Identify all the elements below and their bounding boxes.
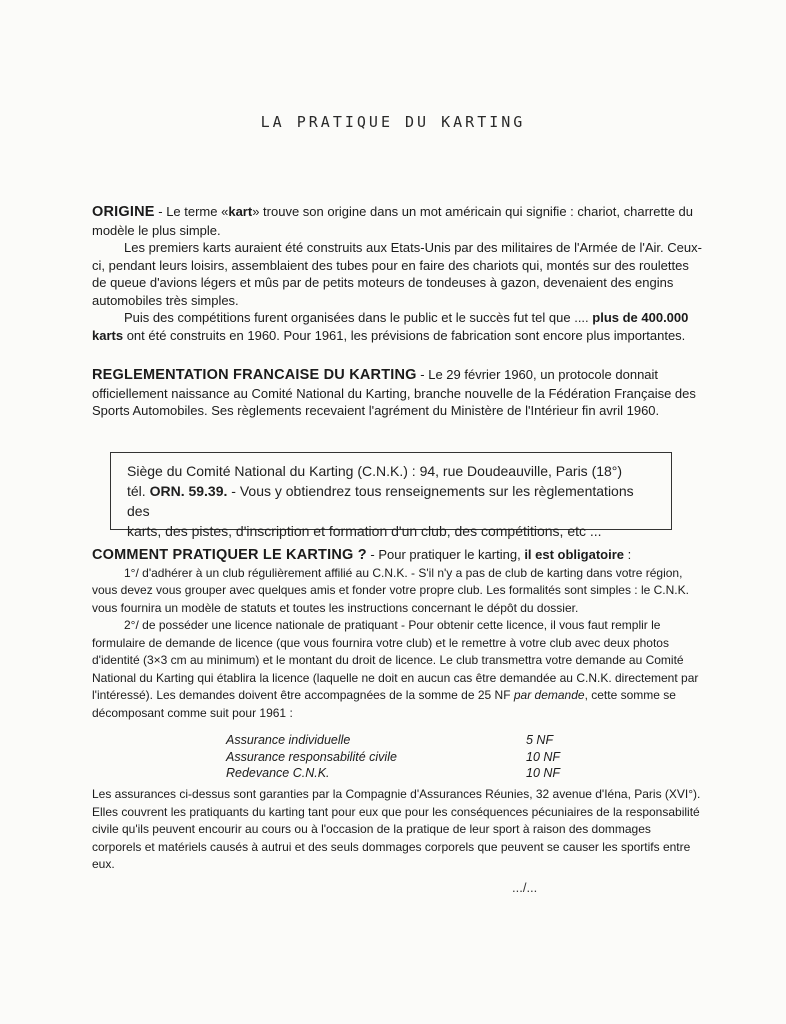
box-phone-prefix: tél. xyxy=(127,483,150,499)
fee-label: Assurance individuelle xyxy=(226,733,351,747)
origine-text-a: - Le terme « xyxy=(154,204,229,219)
origine-heading: ORIGINE xyxy=(92,204,155,220)
origine-keyword-kart: kart xyxy=(228,204,253,219)
fees-table xyxy=(226,732,586,782)
comment-intro-colon: : xyxy=(624,547,632,562)
box-phone-number: ORN. 59.39. xyxy=(149,483,228,499)
comment-point-2 xyxy=(92,617,702,722)
comment-heading: COMMENT PRATIQUER LE KARTING ? xyxy=(92,547,367,563)
section-assurances xyxy=(92,786,702,874)
cnk-address-box xyxy=(110,452,672,539)
fee-label: Redevance C.N.K. xyxy=(226,766,330,780)
origine-text-b: » trouve son origine dans un mot américain qui signifie : chariot, charrette du modèle le plus simple. xyxy=(92,204,693,238)
comment-point-1: 1°/ d'adhérer à un club régulièrement affilié au C.N.K. - S'il n'y a pas de club de karting dans votre région, vous devez vous grouper avec quelques amis et fonder votre propre club. Les formalités sont simples : le C.N.K. vous fournira un modèle de statuts et toutes les instructions concernant le dépôt du dossier. xyxy=(92,565,689,615)
box-line-2 xyxy=(127,481,657,521)
fee-label: Assurance responsabilité civile xyxy=(226,749,397,764)
reglementation-heading: REGLEMENTATION FRANCAISE DU KARTING xyxy=(92,367,417,383)
comment-point-2-text: 2°/ de posséder une licence nationale de pratiquant - Pour obtenir cette licence, il vous faut remplir le formulaire de demande de licence (que vous fournira votre club) et le remettre à votre club avec deux photos d'identité (3×3 cm au minimum) et le montant du droit de licence. Le club transmettra votre demande au Comité National du Karting qui établira la licence (laquelle ne doit en aucun cas être demandée au C.N.K. directement par l'intéressé). Les demandes doivent être accompagnées de la somme de 25 NF xyxy=(92,618,699,702)
comment-intro xyxy=(92,546,702,565)
origine-p3-keyword: plus de 400.000 karts xyxy=(92,310,689,343)
section-origine xyxy=(92,203,702,344)
origine-paragraph-1 xyxy=(92,203,702,239)
section-reglementation xyxy=(92,366,702,420)
box-line-2-text: - Vous y obtiendrez tous renseignements sur les règlementations des xyxy=(127,483,634,519)
origine-paragraph-2: Les premiers karts auraient été construits aux Etats-Unis par des militaires de l'Armée de l'Air. Ceux-ci, pendant leurs loisirs, assemblaient des tubes pour en faire des chariots qui, montés sur des roulettes de queue d'avions légers et mûs par de petits moteurs de tondeuses à gazon, devenaient des engins automobiles très simples. xyxy=(92,240,702,308)
reglementation-paragraph xyxy=(92,366,702,420)
reglementation-text: - Le 29 février 1960, un protocole donnait officiellement naissance au Comité National du Karting, branche nouvelle de la Fédération Française des Sports Automobiles. Ses règlements recevaient l'agrément du Ministère de l'Intérieur fin avril 1960. xyxy=(92,367,696,418)
fee-row xyxy=(226,749,586,766)
comment-point-2-end: , cette somme se décomposant comme suit pour 1961 : xyxy=(92,688,676,720)
continued-marker: .../... xyxy=(512,880,538,895)
fee-row xyxy=(226,732,586,749)
fee-amount: 10 NF xyxy=(526,749,561,764)
box-line-1: Siège du Comité National du Karting (C.N.K.) : 94, rue Doudeauville, Paris (18°) xyxy=(127,463,623,479)
origine-p3-text-a: Puis des compétitions furent organisées dans le public et le succès fut tel que .... xyxy=(124,310,593,325)
section-comment-pratiquer xyxy=(92,546,702,722)
page-title: LA PRATIQUE DU KARTING xyxy=(260,113,526,131)
comment-intro-text: - Pour pratiquer le karting, xyxy=(366,547,525,562)
fee-amount: 5 NF xyxy=(526,733,554,747)
origine-paragraph-3 xyxy=(92,309,702,344)
fee-row xyxy=(226,765,586,782)
box-line-3: karts, des pistes, d'inscription et formation d'un club, des compétitions, etc ... xyxy=(127,523,602,539)
origine-p3-text-b: ont été construits en 1960. Pour 1961, les prévisions de fabrication sont encore plus importantes. xyxy=(123,327,686,343)
comment-obligatoire: il est obligatoire xyxy=(524,547,624,562)
assurances-paragraph: Les assurances ci-dessus sont garanties par la Compagnie d'Assurances Réunies, 32 avenue d'Iéna, Paris (XVI°). Elles couvrent les pratiquants du karting tant pour eux que pour les conséquences pécuniaires de la responsabilité civile qu'ils peuvent encourir au cours ou à l'occasion de la pratique de leur sport à raison des dommages corporels et matériels causés à autrui et des seuls dommages corporels que peuvent se causer les sportifs entre eux. xyxy=(92,787,701,871)
comment-point-2-emphasis: par demande xyxy=(513,688,585,702)
fee-amount: 10 NF xyxy=(526,766,561,780)
